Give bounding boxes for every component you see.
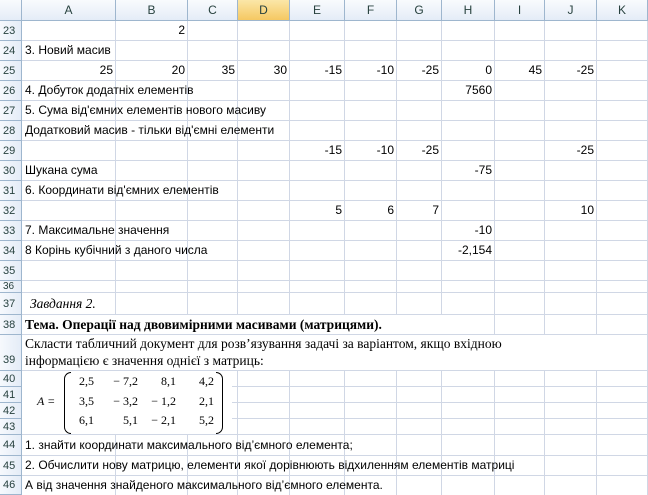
cell-b25[interactable]: 20 — [171, 63, 185, 77]
row-header[interactable]: 32 — [0, 201, 22, 221]
cell-a33[interactable]: 7. Максимальне значення — [25, 223, 170, 237]
cell-g32[interactable]: 7 — [432, 203, 439, 217]
cell-j29[interactable]: -25 — [576, 143, 594, 157]
row-header[interactable]: 34 — [0, 241, 22, 261]
cell-a44[interactable]: 1. знайти координати максимального від’ємного елемента; — [25, 438, 353, 452]
cell-a25[interactable]: 25 — [99, 63, 113, 77]
cell-a34[interactable]: 8 Корінь кубічний з даного числа — [25, 243, 208, 257]
matrix-cell: 2,5 — [79, 374, 94, 388]
cell-f25[interactable]: -10 — [376, 63, 394, 77]
row-header[interactable]: 30 — [0, 161, 22, 181]
cell-a27[interactable]: 5. Сума від'ємних елементів нового масиву — [25, 103, 266, 117]
cell-f29[interactable]: -10 — [376, 143, 394, 157]
matrix-a — [30, 372, 230, 432]
row-header[interactable]: 28 — [0, 121, 22, 141]
column-header-f[interactable]: F — [345, 0, 397, 21]
row-header[interactable]: 41 — [0, 387, 22, 403]
cell-g29[interactable]: -25 — [421, 143, 439, 157]
cell-d25[interactable]: 30 — [273, 63, 287, 77]
cell-a31[interactable]: 6. Координати від'ємних елементів — [25, 183, 219, 197]
row-header[interactable]: 27 — [0, 101, 22, 121]
row-header[interactable]: 25 — [0, 61, 22, 81]
row-header[interactable]: 36 — [0, 281, 22, 293]
task-description-line2: інформацією є значення однієї з матриць: — [25, 353, 264, 368]
row-header[interactable]: 33 — [0, 221, 22, 241]
cell-e29[interactable]: -15 — [324, 143, 342, 157]
cell-h33[interactable]: -10 — [474, 223, 492, 237]
matrix-cell: 5,2 — [199, 413, 214, 427]
row-header[interactable]: 31 — [0, 181, 22, 201]
cell-b23[interactable]: 2 — [178, 23, 185, 37]
row-header[interactable]: 44 — [0, 435, 22, 456]
cell-h34[interactable]: -2,154 — [457, 243, 492, 257]
row-header[interactable]: 23 — [0, 21, 22, 41]
column-header-j[interactable]: J — [545, 0, 597, 21]
column-header-k[interactable]: K — [597, 0, 648, 21]
column-header-h[interactable]: H — [442, 0, 495, 21]
cell-a28[interactable]: Додатковий масив - тільки від'ємні елементи — [25, 123, 275, 137]
row-header[interactable]: 46 — [0, 476, 22, 495]
cell-e25[interactable]: -15 — [324, 63, 342, 77]
cell-j32[interactable]: 10 — [580, 203, 594, 217]
cell-c25[interactable]: 35 — [221, 63, 235, 77]
column-header-e[interactable]: E — [290, 0, 345, 21]
cell-a46[interactable]: А від значення знайденого максимального від’ємного елемента. — [25, 478, 383, 492]
task-description-line1: Скласти табличний документ для розв’язування задачі за варіантом, якщо вхідною — [25, 336, 502, 351]
matrix-cell: 3,5 — [79, 394, 94, 408]
row-header[interactable]: 43 — [0, 419, 22, 435]
select-all-corner[interactable] — [0, 0, 22, 21]
matrix-cell: − 7,2 — [113, 374, 138, 388]
cell-a24[interactable]: 3. Новий масив — [25, 43, 111, 57]
cell-e32[interactable]: 5 — [335, 203, 342, 217]
matrix-right-paren — [216, 372, 223, 434]
column-header-a[interactable]: A — [22, 0, 116, 21]
cell-g25[interactable]: -25 — [421, 63, 439, 77]
column-header-i[interactable]: I — [495, 0, 545, 21]
column-header-g[interactable]: G — [397, 0, 442, 21]
task-heading: Завдання 2. — [30, 296, 96, 311]
row-header[interactable]: 45 — [0, 456, 22, 476]
topic-heading: Тема. Операції над двовимірними масивами (матрицями). — [25, 317, 382, 332]
matrix-cell: − 3,2 — [113, 394, 138, 408]
row-header[interactable]: 42 — [0, 403, 22, 419]
row-header[interactable]: 38 — [0, 315, 22, 335]
matrix-cell: 8,1 — [161, 374, 176, 388]
row-header[interactable]: 29 — [0, 141, 22, 161]
cell-j25[interactable]: -25 — [576, 63, 594, 77]
cell-f32[interactable]: 6 — [387, 203, 394, 217]
column-header-c[interactable]: C — [188, 0, 238, 21]
cell-h26[interactable]: 7560 — [465, 83, 492, 97]
matrix-cell: − 2,1 — [151, 413, 176, 427]
cell-a26[interactable]: 4. Добуток додатніх елементів — [25, 83, 194, 97]
matrix-cell: 6,1 — [79, 413, 94, 427]
row-header[interactable]: 39 — [0, 335, 22, 371]
column-header-d[interactable]: D — [238, 0, 290, 21]
matrix-cell: 2,1 — [199, 394, 214, 408]
matrix-cell: − 1,2 — [151, 394, 176, 408]
matrix-cell: 4,2 — [199, 374, 214, 388]
row-header[interactable]: 35 — [0, 261, 22, 281]
cell-h25[interactable]: 0 — [485, 63, 492, 77]
matrix-cell: 5,1 — [123, 413, 138, 427]
row-header[interactable]: 37 — [0, 293, 22, 315]
matrix-label: A = — [37, 394, 56, 408]
row-header[interactable]: 40 — [0, 371, 22, 387]
column-header-b[interactable]: B — [116, 0, 188, 21]
row-header[interactable]: 26 — [0, 81, 22, 101]
cell-a45[interactable]: 2. Обчислити нову матрицю, елементи якої дорівнюють відхиленням елементів матриці — [25, 458, 515, 472]
cell-a30[interactable]: Шукана сума — [25, 163, 98, 177]
cell-i25[interactable]: 45 — [528, 63, 542, 77]
row-header[interactable]: 24 — [0, 41, 22, 61]
cell-h30[interactable]: -75 — [474, 163, 492, 177]
